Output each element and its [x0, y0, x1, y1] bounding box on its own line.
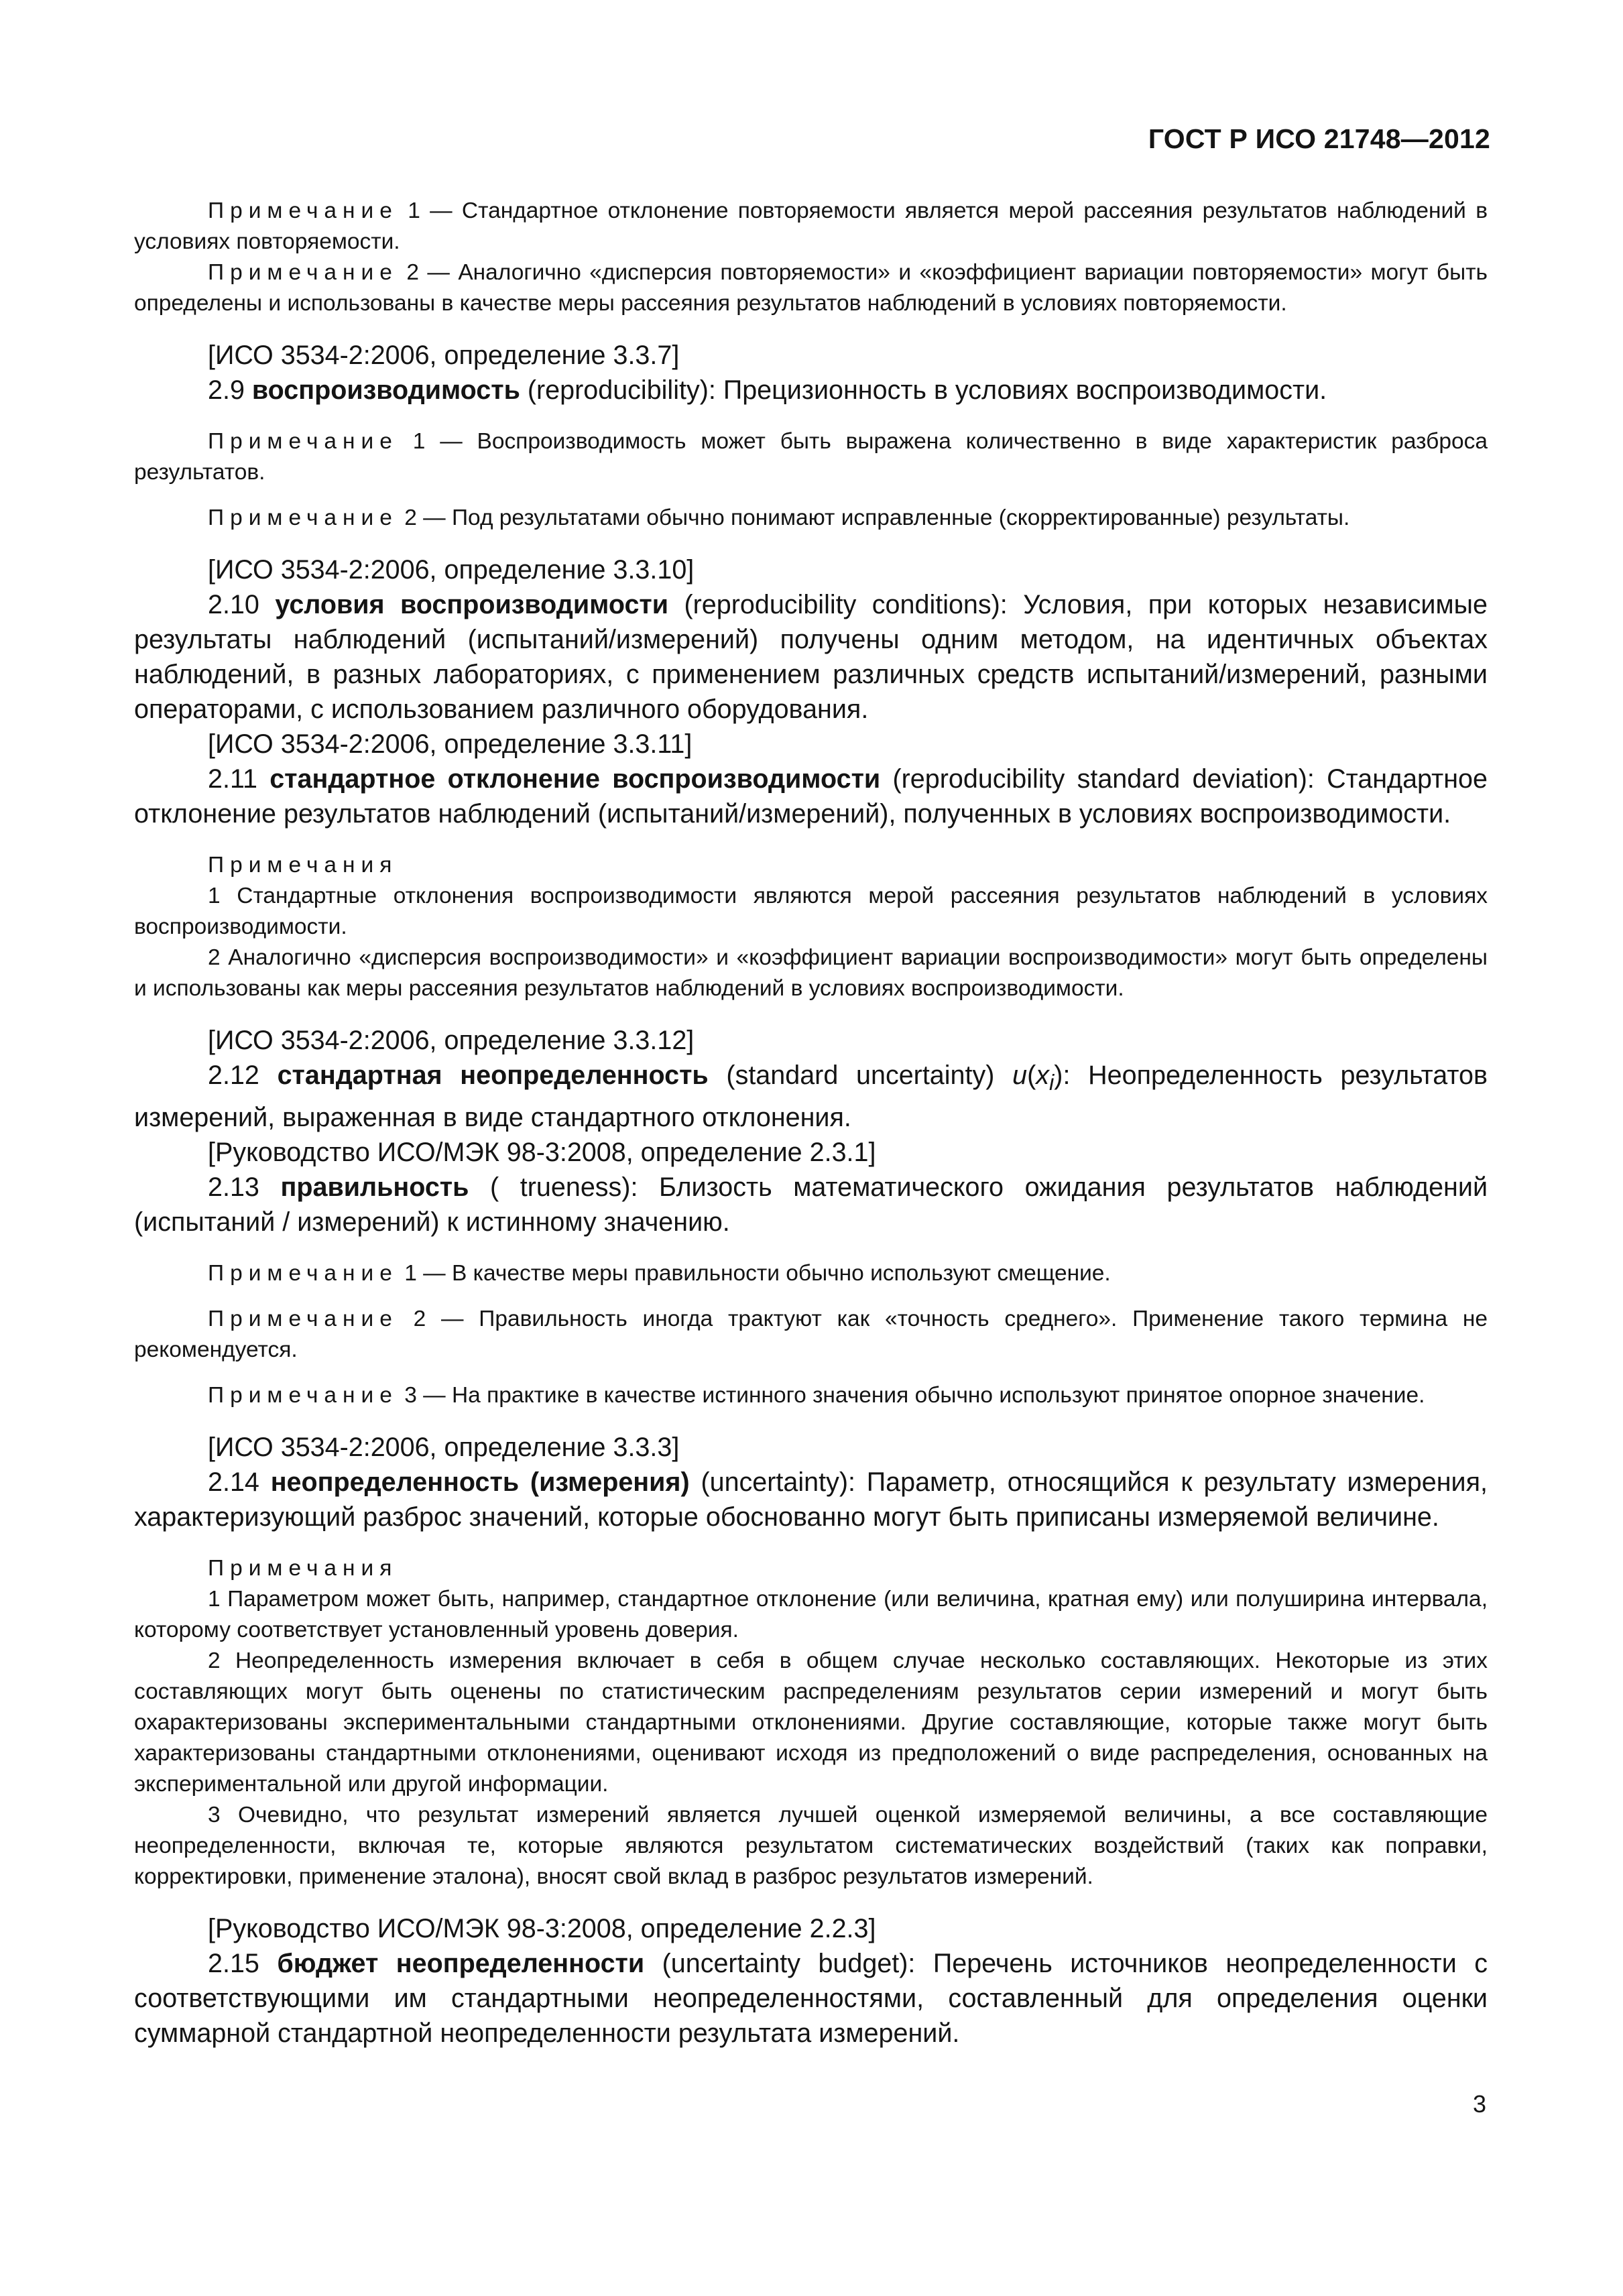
note-number: 2	[398, 505, 417, 530]
term-2-14	[134, 1465, 1488, 1534]
page-number: 3	[1472, 2090, 1486, 2118]
term-2-12	[134, 1058, 1488, 1135]
symbol-u: u	[1012, 1061, 1028, 1090]
note-label: Примечание	[208, 1382, 398, 1408]
term-2-13	[134, 1170, 1488, 1240]
term-number: 2.11	[208, 764, 270, 794]
note-number: 2	[398, 1306, 426, 1331]
source-reference: [ИСО 3534-2:2006, определение 3.3.10]	[208, 555, 695, 585]
term-definition: (reproducibility standard deviation): Стандартное отклонение результатов наблюдений (испытаний/измерений), полученных в условиях воспроизводимости.	[134, 764, 1488, 829]
term-definition: : Неопределенность результатов измерений, выраженная в виде стандартного отклонения.	[134, 1061, 1488, 1132]
term-name: неопределенность (измерения)	[270, 1467, 690, 1497]
note-number: 1	[398, 1260, 417, 1286]
document-body	[134, 196, 1488, 2051]
term-name: условия воспроизводимости	[275, 590, 669, 619]
note-number: 1	[398, 198, 420, 223]
notes-item: 1 Стандартные отклонения воспроизводимости являются мерой рассеяния результатов наблюдений в условиях воспроизводимости.	[134, 884, 1488, 939]
term-number: 2.12	[208, 1061, 278, 1090]
note-text: — Правильность иногда трактуют как «точность среднего». Применение такого термина не рекомендуется.	[134, 1306, 1488, 1362]
notes-item: 2 Аналогично «дисперсия воспроизводимости» и «коэффициент вариации воспроизводимости» могут быть определены и использованы как меры рассеяния результатов наблюдений в условиях воспроизводимости.	[134, 945, 1488, 1001]
term-number: 2.15	[208, 1948, 278, 1978]
symbol-paren: )	[1054, 1061, 1063, 1090]
source-reference: [ИСО 3534-2:2006, определение 3.3.7]	[208, 341, 680, 370]
term-name: воспроизводимость	[251, 375, 520, 405]
note-text: — На практике в качестве истинного значения обычно используют принятое опорное значение.	[416, 1382, 1425, 1408]
term-name: бюджет неопределенности	[277, 1948, 645, 1978]
note-number: 2	[398, 260, 419, 285]
source-reference: [ИСО 3534-2:2006, определение 3.3.3]	[208, 1432, 680, 1462]
notes-heading: Примечания	[208, 853, 398, 878]
notes-item: 3 Очевидно, что результат измерений является лучшей оценкой измеряемой величины, а все составляющие неопределенности, включая те, которые являются результатом систематических воздействий (таких как поправки, корректировки, применение эталона), вносят свой вклад в разброс результатов измерений.	[134, 1802, 1488, 1889]
term-name: стандартная неопределенность	[277, 1061, 709, 1090]
term-name: стандартное отклонение воспроизводимости	[269, 764, 881, 794]
note-text: — Под результатами обычно понимают исправленные (скорректированные) результаты.	[416, 505, 1350, 530]
source-reference: [ИСО 3534-2:2006, определение 3.3.11]	[208, 729, 693, 759]
term-2-10	[134, 587, 1488, 727]
term-definition: (reproducibility): Прецизионность в условиях воспроизводимости.	[520, 375, 1327, 405]
symbol-paren: (	[1027, 1061, 1036, 1090]
note-reproducibility-quantitative	[134, 426, 1488, 488]
note-label: Примечание	[208, 198, 398, 223]
source-reference: [ИСО 3534-2:2006, определение 3.3.12]	[208, 1026, 695, 1055]
notes-item: 1 Параметром может быть, например, стандартное отклонение (или величина, кратная ему) или полуширина интервала, которому соответствует установленный уровень доверия.	[134, 1586, 1488, 1642]
note-repeatability-sd	[134, 196, 1488, 257]
term-2-11	[134, 762, 1488, 831]
note-number: 1	[398, 429, 426, 454]
note-corrected-results	[134, 503, 1488, 534]
note-label: Примечание	[208, 1260, 398, 1286]
note-bias	[134, 1258, 1488, 1289]
term-definition: ( trueness): Близость математического ожидания результатов наблюдений (испытаний / измерений) к истинному значению.	[134, 1172, 1488, 1237]
term-definition: (reproducibility conditions): Условия, при которых независимые результаты наблюдений (испытаний/измерений) получены одним методом, на идентичных объектах наблюдений, в разных лабораториях, с применением различных средств испытаний/измерений, разными операторами, с использованием различного оборудования.	[134, 590, 1488, 724]
term-2-15	[134, 1946, 1488, 2051]
note-label: Примечание	[208, 505, 398, 530]
source-reference: [Руководство ИСО/МЭК 98-3:2008, определение 2.2.3]	[208, 1913, 876, 1943]
term-number: 2.9	[208, 375, 252, 405]
note-text: — Воспроизводимость может быть выражена количественно в виде характеристик разброса результатов.	[134, 429, 1488, 485]
note-text: — Аналогично «дисперсия повторяемости» и «коэффициент вариации повторяемости» могут быть определены и использованы в качестве меры рассеяния результатов наблюдений в условиях повторяемости.	[134, 260, 1488, 316]
note-mean-accuracy	[134, 1304, 1488, 1366]
document-header: ГОСТ Р ИСО 21748—2012	[1148, 123, 1490, 154]
note-label: Примечание	[208, 429, 398, 454]
term-definition: (standard uncertainty)	[708, 1061, 1013, 1090]
note-text: — Стандартное отклонение повторяемости является мерой рассеяния результатов наблюдений в условиях повторяемости.	[134, 198, 1488, 254]
note-label: Примечание	[208, 1306, 398, 1331]
note-label: Примечание	[208, 260, 398, 285]
term-definition: (uncertainty budget): Перечень источников неопределенности с соответствующими им стандартными неопределенностями, составленный для определения оценки суммарной стандартной неопределенности результата измерений.	[134, 1948, 1488, 2048]
notes-heading: Примечания	[208, 1555, 398, 1581]
notes-item: 2 Неопределенность измерения включает в себя в общем случае несколько составляющих. Некоторые из этих составляющих могут быть оценены по статистическим распределениям результатов серии измерений и могут быть охарактеризованы экспериментальными стандартными отклонениями. Другие составляющие, которые также могут быть характеризованы стандартными отклонениями, оценивают исходя из предположений о виде распределения, основанных на экспериментальной или другой информации.	[134, 1648, 1488, 1797]
note-reference-value	[134, 1380, 1488, 1411]
term-number: 2.13	[208, 1172, 281, 1202]
source-reference: [Руководство ИСО/МЭК 98-3:2008, определение 2.3.1]	[208, 1137, 876, 1167]
term-number: 2.10	[208, 590, 276, 619]
term-name: правильность	[280, 1172, 469, 1202]
term-number: 2.14	[208, 1467, 271, 1497]
note-repeatability-variance	[134, 257, 1488, 319]
symbol-subscript: i	[1048, 1069, 1055, 1095]
term-2-9	[134, 373, 1488, 408]
note-number: 3	[398, 1382, 417, 1408]
term-definition: (uncertainty): Параметр, относящийся к результату измерения, характеризующий разброс значений, которые обоснованно могут быть приписаны измеряемой величине.	[134, 1467, 1488, 1532]
note-text: — В качестве меры правильности обычно используют смещение.	[416, 1260, 1111, 1286]
symbol-x: x	[1036, 1061, 1049, 1090]
